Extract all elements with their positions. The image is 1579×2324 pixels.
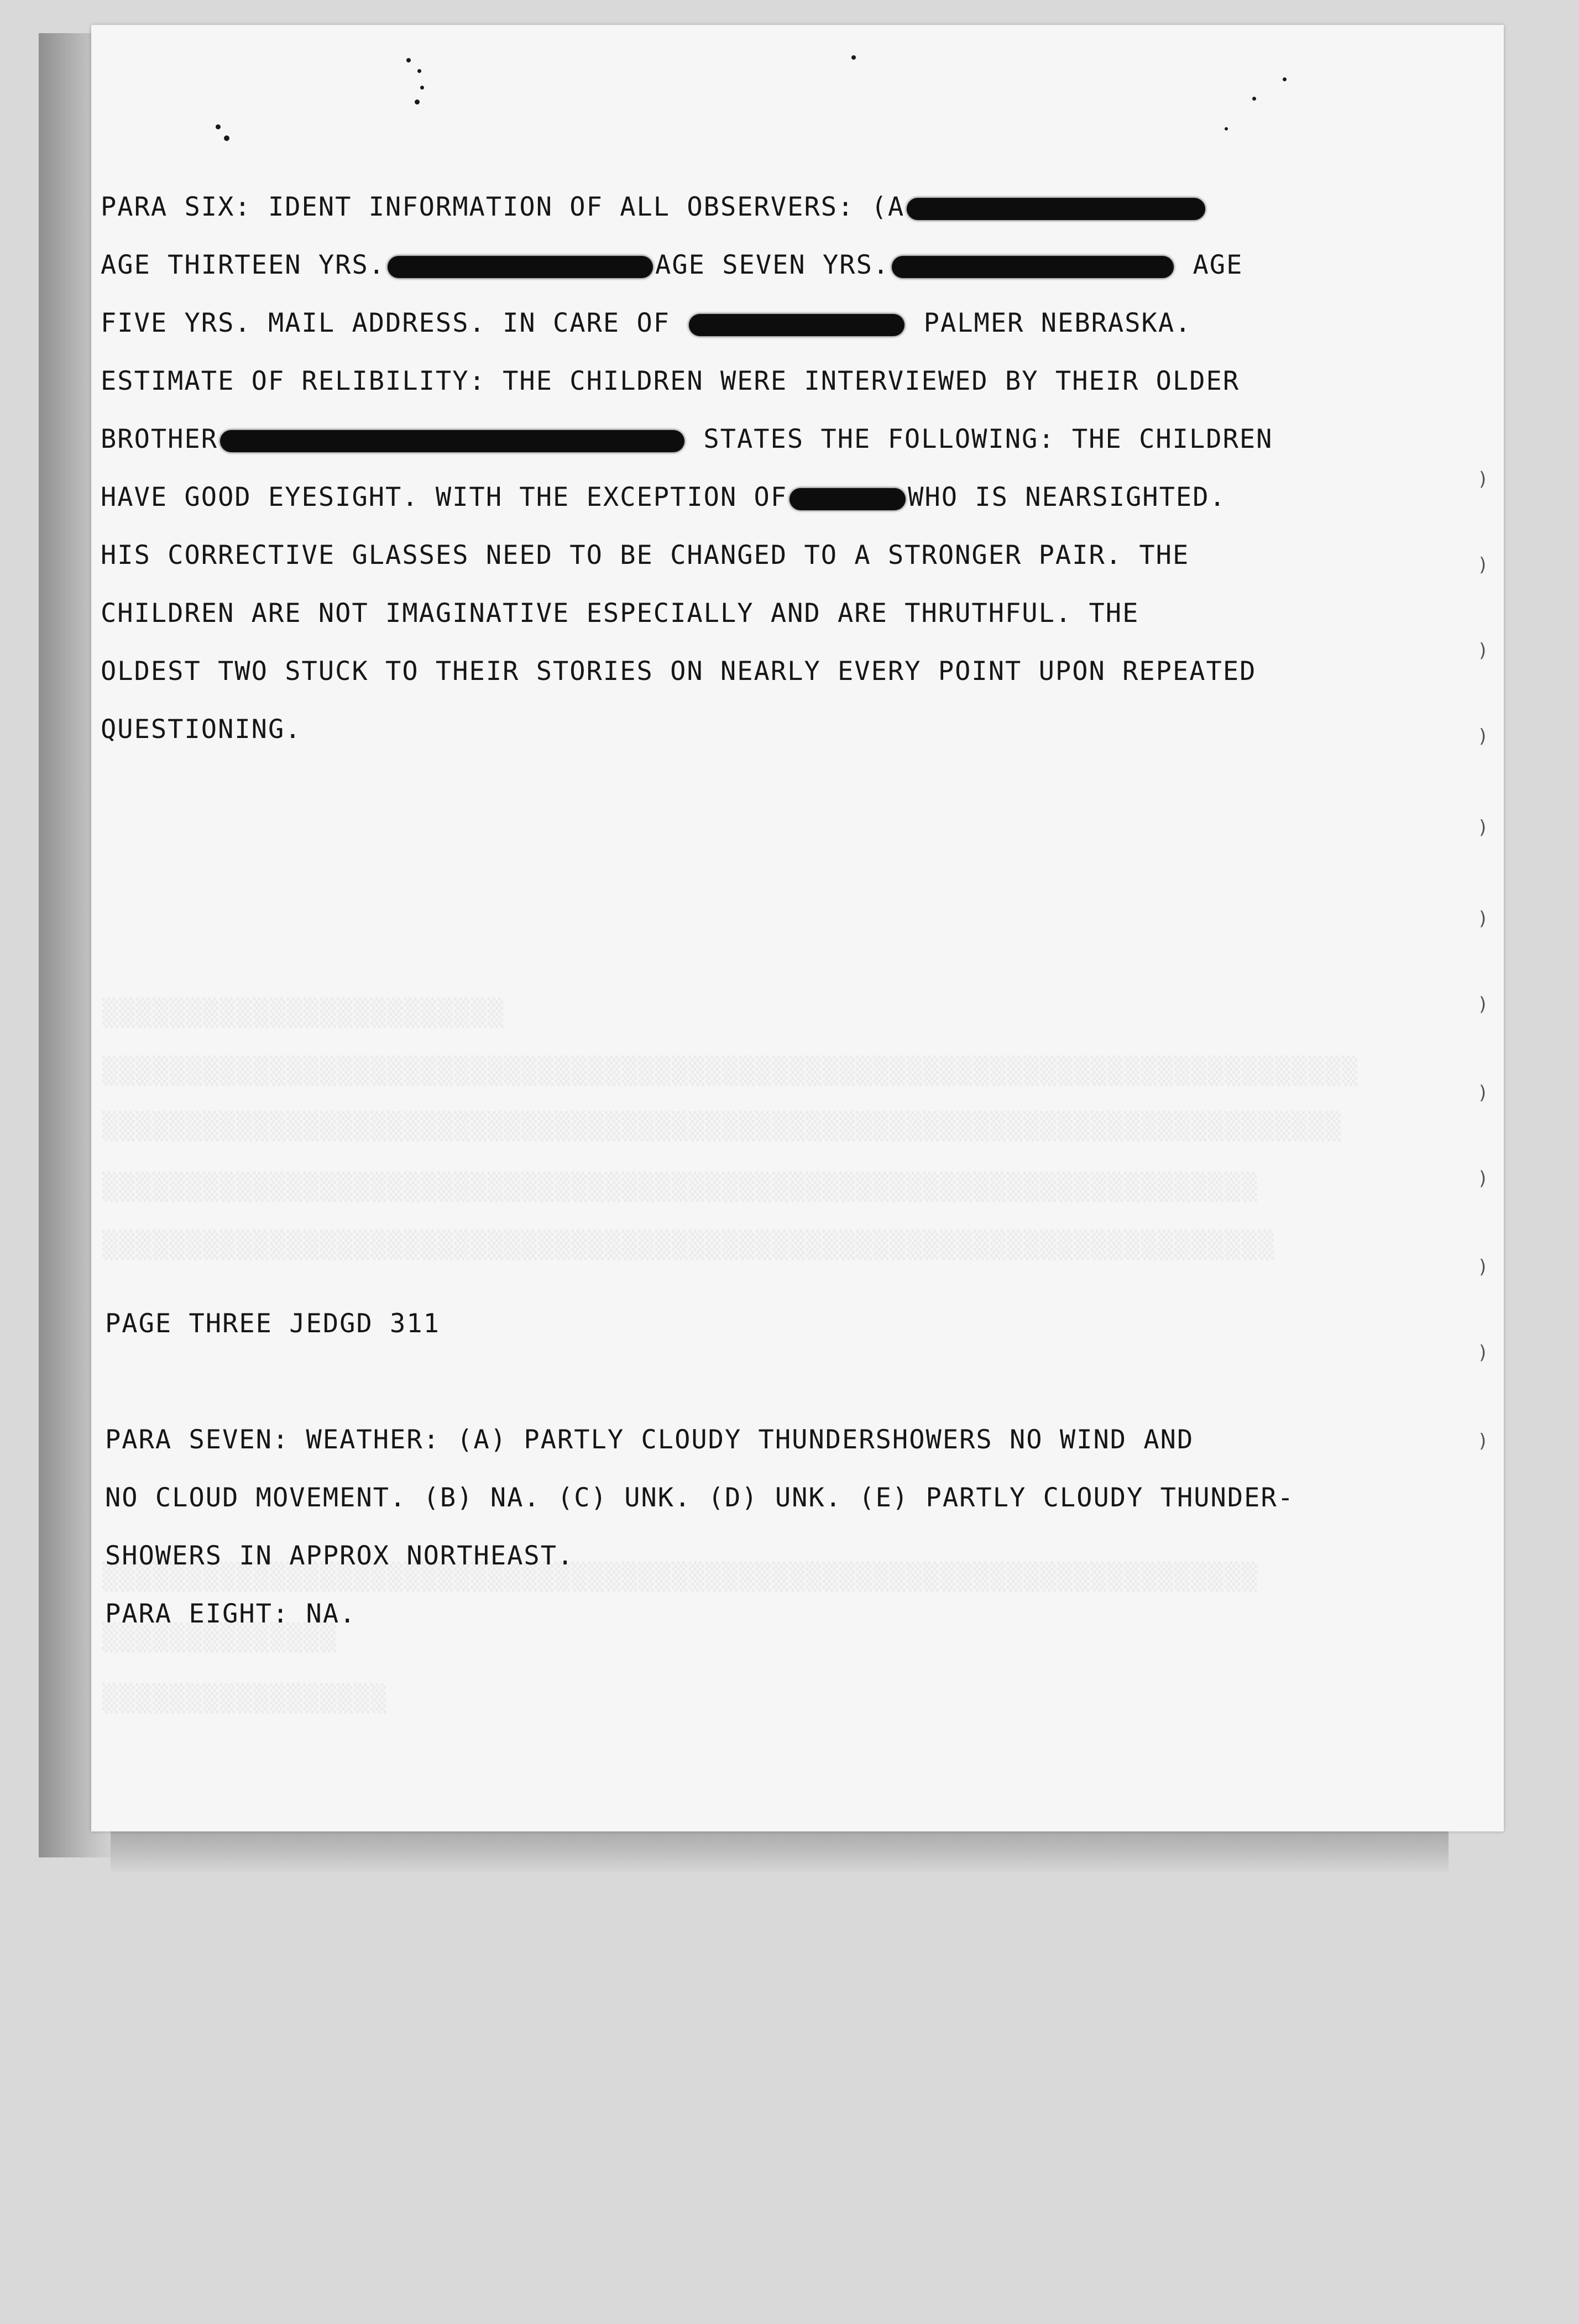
redaction-mark <box>689 314 904 336</box>
margin-mark: ) <box>1477 1342 1489 1364</box>
margin-mark: ) <box>1477 908 1489 930</box>
scan-speck <box>1225 127 1228 130</box>
scan-speck <box>417 69 421 73</box>
para-seven-line-3: SHOWERS IN APPROX NORTHEAST. <box>105 1541 574 1571</box>
para-seven-line-1: PARA SEVEN: WEATHER: (A) PARTLY CLOUDY THUNDERSHOWERS NO WIND AND <box>105 1425 1194 1455</box>
para-six-line-9: OLDEST TWO STUCK TO THEIR STORIES ON NEARLY EVERY POINT UPON REPEATED <box>101 656 1257 687</box>
margin-mark: ) <box>1477 640 1489 662</box>
margin-mark: ) <box>1477 993 1489 1016</box>
scan-speck <box>420 86 424 90</box>
para-six-line-5: BROTHER STATES THE FOLLOWING: THE CHILDREN <box>101 424 1273 454</box>
margin-mark: ) <box>1477 725 1489 747</box>
scan-speck <box>216 124 221 129</box>
margin-mark: ) <box>1477 1430 1489 1452</box>
scan-speck <box>851 55 856 60</box>
scan-speck <box>415 100 420 104</box>
margin-mark: ) <box>1477 554 1489 576</box>
margin-mark: ) <box>1477 1256 1489 1278</box>
para-six-line-1: PARA SIX: IDENT INFORMATION OF ALL OBSERVERS: (A <box>101 191 1207 224</box>
para-six-line-6: HAVE GOOD EYESIGHT. WITH THE EXCEPTION OF WHO IS NEARSIGHTED. <box>101 482 1226 512</box>
margin-mark: ) <box>1477 1082 1489 1104</box>
margin-mark: ) <box>1477 468 1489 490</box>
redaction-mark <box>790 488 906 510</box>
scan-speck <box>1283 77 1287 81</box>
margin-mark: ) <box>1477 816 1489 839</box>
para-six-line-2: AGE THIRTEEN YRS. AGE SEVEN YRS. AGE <box>101 250 1243 280</box>
redaction-mark <box>907 198 1205 220</box>
scan-speck <box>1252 97 1256 101</box>
para-eight: PARA EIGHT: NA. <box>105 1599 357 1629</box>
para-six-line-4: ESTIMATE OF RELIBILITY: THE CHILDREN WERE INTERVIEWED BY THEIR OLDER <box>101 366 1240 396</box>
para-seven-line-2: NO CLOUD MOVEMENT. (B) NA. (C) UNK. (D) UNK. (E) PARTLY CLOUDY THUNDER- <box>105 1483 1295 1513</box>
redaction-mark <box>388 256 653 278</box>
para-six-line-8: CHILDREN ARE NOT IMAGINATIVE ESPECIALLY AND ARE THRUTHFUL. THE <box>101 598 1139 629</box>
para-six-line-3: FIVE YRS. MAIL ADDRESS. IN CARE OF PALMER NEBRASKA. <box>101 308 1192 338</box>
scan-speck <box>406 58 411 62</box>
para-six-line-7: HIS CORRECTIVE GLASSES NEED TO BE CHANGED TO A STRONGER PAIR. THE <box>101 540 1190 570</box>
margin-mark: ) <box>1477 1168 1489 1190</box>
page-header: PAGE THREE JEDGD 311 <box>105 1308 440 1339</box>
para-six-line-10: QUESTIONING. <box>101 714 302 745</box>
redaction-mark <box>220 430 684 452</box>
scan-speck <box>224 135 229 141</box>
redaction-mark <box>892 256 1174 278</box>
document-page <box>91 25 1504 1831</box>
